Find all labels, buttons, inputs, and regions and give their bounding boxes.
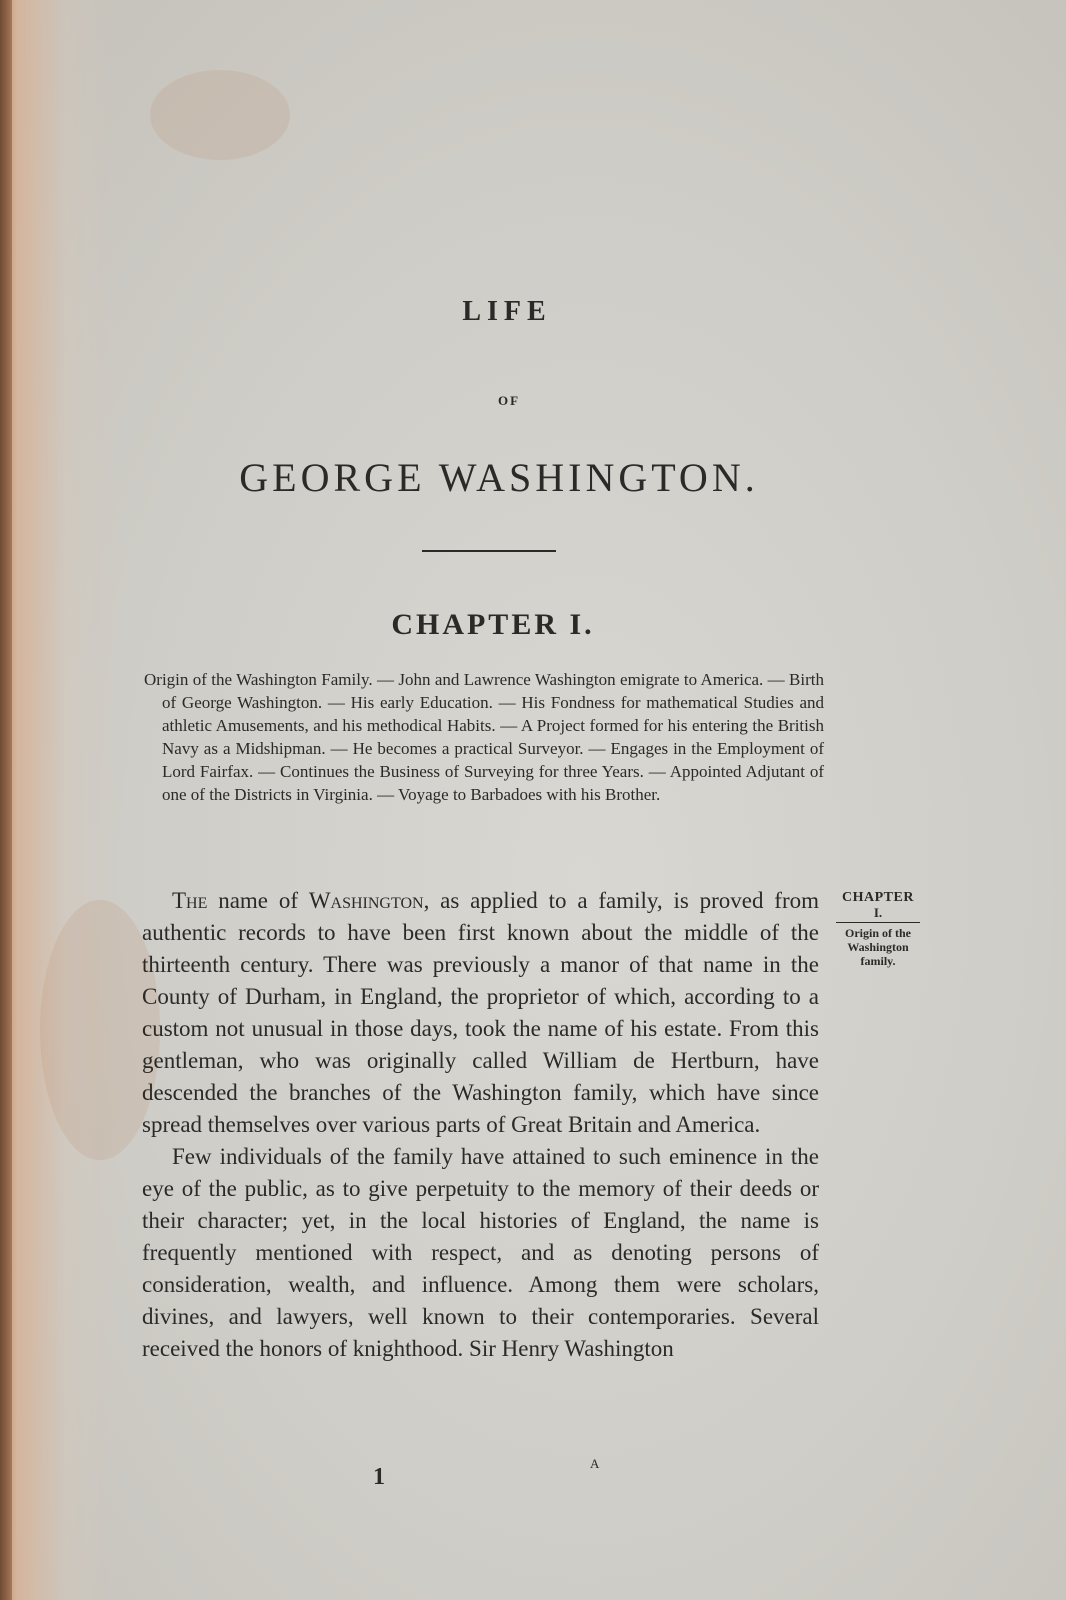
body-text <box>142 885 819 1365</box>
paragraph-2: Few individuals of the family have attained to such eminence in the eye of the public, as to give perpetuity to the memory of their deeds or their character; yet, in the local histories of England, the name is frequently mentioned with respect, and as denoting persons of consideration, wealth, and influence. Among them were scholars, divines, and lawyers, well known to their contemporaries. Several received the honors of knighthood. Sir Henry Washington <box>142 1144 819 1361</box>
chapter-heading: CHAPTER I. <box>391 608 595 641</box>
chapter-synopsis-text: Origin of the Washington Family. — John and Lawrence Washington emigrate to America. — Birth of George Washington. — His early Education. — His Fondness for mathematical Studies and athletic Amusements, and his methodical Habits. — A Project formed for his entering the British Navy as a Midshipman. — He becomes a practical Surveyor. — Engages in the Employment of Lord Fairfax. — Continues the Business of Surveying for three Years. — Appointed Adjutant of one of the Districts in Virginia. — Voyage to Barbadoes with his Brother. <box>144 670 824 804</box>
margin-chapter-label: CHAPTER <box>842 890 914 905</box>
title-line-life: LIFE <box>462 296 552 327</box>
foxing-stain <box>150 70 290 160</box>
paragraph-1 <box>142 885 819 1141</box>
page-gutter-edge <box>0 0 12 1600</box>
side-margin-note <box>832 890 924 968</box>
paragraph-1-opening-word: The <box>172 888 208 913</box>
chapter-synopsis <box>144 668 824 806</box>
margin-note-text: Origin of the Washington family. <box>845 926 911 968</box>
page-binding-shadow <box>0 0 120 1600</box>
paragraph-1-rest: , as applied to a family, is proved from authentic records to have been first known about the middle of the thirteenth century. There was previously a manor of that name in the County of Durham, in England, the proprietor of which, according to a custom not unusual in those days, took the name of his estate. From this gentleman, who was originally called William de Hertburn, have descended the branches of the Washington family, which have since spread themselves over various parts of Great Britain and America. <box>142 888 820 1137</box>
page-number: 1 <box>373 1464 385 1490</box>
margin-chapter-number: I. <box>873 905 883 920</box>
signature-mark: A <box>590 1456 600 1471</box>
margin-divider-rule <box>836 922 920 923</box>
title-divider-rule <box>422 550 556 552</box>
title-line-of: OF <box>497 393 521 408</box>
paragraph-1-part-1: name of <box>207 888 309 913</box>
title-line-george-washington: GEORGE WASHINGTON. <box>239 455 759 500</box>
paragraph-1-name: Washington <box>308 888 424 913</box>
